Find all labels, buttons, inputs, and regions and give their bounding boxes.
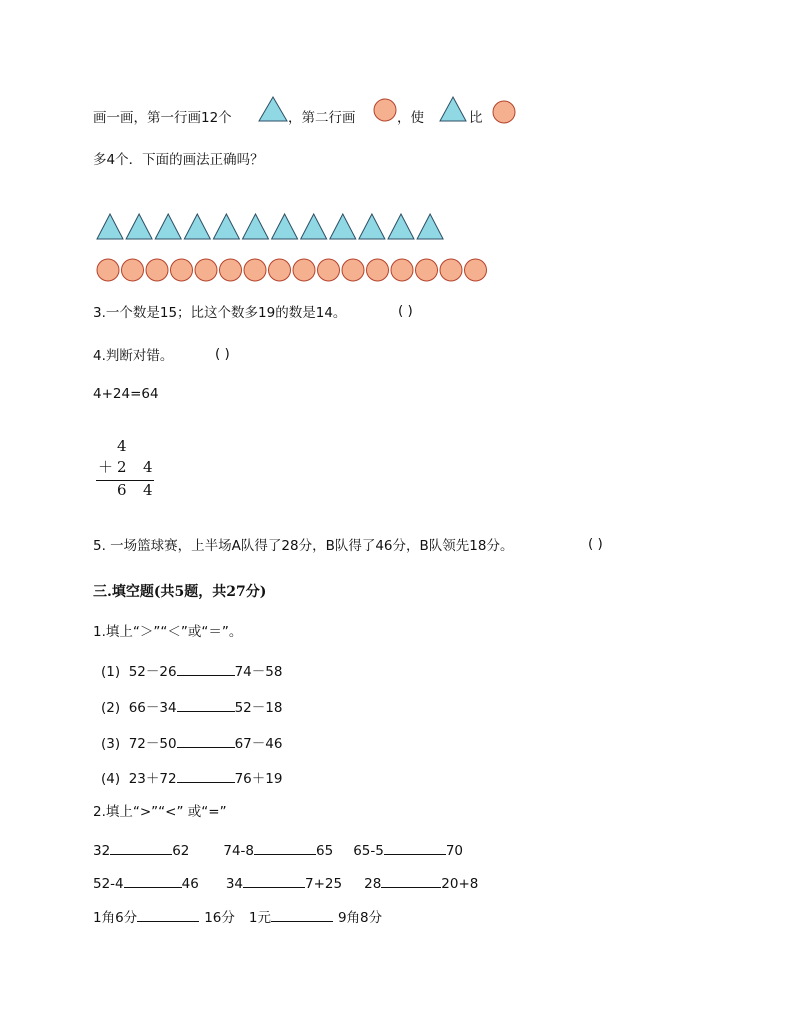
expr-right: 9角8分 [337,910,383,926]
expr-right: 7+25 [305,876,343,892]
item-right: 52－18 [234,700,283,716]
q4-answer-paren[interactable]: ( ) [215,346,230,362]
circle-row [97,256,497,284]
fill1-item-2 [101,699,282,716]
fill1-item-3 [101,735,282,752]
q2-line1-text-b: ，第二行画 [288,110,356,126]
answer-blank[interactable] [381,875,441,888]
expr-left: 65-5 [353,843,384,859]
item-left: 72－50 [128,736,177,752]
item-left: 23＋72 [128,771,177,787]
q5-text: 5. 一场篮球赛，上半场A队得了28分，B队得了46分，B队领先18分。 [93,538,514,554]
triangle-icon [243,214,269,239]
triangle-icon [258,96,288,122]
fill2-row-1 [93,842,463,859]
fill1-title: 1.填上“＞”“＜”或“＝”。 [93,624,243,640]
triangle-icon [417,214,443,239]
triangle-icon [97,214,123,239]
vertical-row2-tens: 2 [117,458,127,476]
circle-icon [244,259,266,281]
q2-line1-text-c: ，使 [397,110,424,126]
item-right: 76＋19 [234,771,283,787]
fill1-item-1 [101,663,282,680]
circle-icon [122,259,144,281]
circle-icon [465,259,487,281]
triangle-icon [272,214,298,239]
expr-left: 1元 [248,910,271,926]
circle-icon [97,259,119,281]
expr-left: 74-8 [223,843,255,859]
circle-icon [373,98,397,122]
expr-left: 1角6分 [93,910,138,926]
circle-icon [220,259,242,281]
item-number: (1) [101,664,121,680]
circle-icon [416,259,438,281]
expr-right: 20+8 [441,876,479,892]
answer-blank[interactable] [254,842,316,855]
expr-right: 62 [172,843,190,859]
item-number: (3) [101,736,121,752]
triangle-icon [439,96,467,122]
circle-icon [367,259,389,281]
triangle-icon [301,214,327,239]
circle-icon [269,259,291,281]
vertical-row3-ones: 4 [143,481,153,499]
expr-right: 70 [445,843,464,859]
answer-blank[interactable] [137,909,199,922]
answer-blank[interactable] [177,770,235,783]
item-left: 52－26 [128,664,177,680]
answer-blank[interactable] [177,663,235,676]
q4-equation: 4+24=64 [93,386,159,402]
fill2-title: 2.填上“>”“<” 或“=” [93,804,227,820]
triangle-icon [126,214,152,239]
expr-right: 46 [181,876,199,892]
q2-line1-text-d: 比 [469,110,483,126]
circle-icon [342,259,364,281]
triangle-icon [330,214,356,239]
fill2-row-3 [93,909,382,926]
section-title: 三.填空题(共5题，共27分) [93,584,267,600]
vertical-row3-tens: 6 [117,481,127,499]
q4-text: 4.判断对错。 [93,348,174,364]
item-number: (2) [101,700,121,716]
q2-line1-text-a: 画一画，第一行画12个 [93,110,232,126]
item-right: 67－46 [234,736,283,752]
item-right: 74－58 [234,664,283,680]
triangle-icon [388,214,414,239]
expr-left: 34 [225,876,244,892]
expr-right: 65 [316,843,334,859]
q3-text: 3.一个数是15；比这个数多19的数是14。 [93,305,347,321]
answer-blank[interactable] [124,875,182,888]
item-left: 66－34 [128,700,177,716]
vertical-row1-digit: 4 [117,437,127,455]
expr-left: 28 [364,876,382,892]
triangle-icon [359,214,385,239]
circle-icon [440,259,462,281]
vertical-row2-ones: 4 [143,458,153,476]
circle-icon [492,100,516,124]
answer-blank[interactable] [243,875,305,888]
answer-blank[interactable] [110,842,172,855]
answer-blank[interactable] [384,842,446,855]
fill1-item-4 [101,770,282,787]
circle-icon [391,259,413,281]
q2-line2: 多4个．下面的画法正确吗？ [93,152,264,168]
circle-icon [318,259,340,281]
expr-left: 32 [93,843,111,859]
answer-blank[interactable] [177,735,235,748]
circle-icon [195,259,217,281]
answer-blank[interactable] [177,699,235,712]
q5-answer-paren[interactable]: ( ) [588,536,603,552]
circle-icon [146,259,168,281]
triangle-icon [184,214,210,239]
triangle-icon [155,214,181,239]
answer-blank[interactable] [271,909,333,922]
triangle-row [95,212,455,242]
fill2-row-2 [93,875,478,892]
vertical-plus-sign: ＋ [98,458,114,476]
triangle-icon [213,214,239,239]
circle-icon [171,259,193,281]
expr-left: 52-4 [93,876,124,892]
item-number: (4) [101,771,121,787]
circle-icon [293,259,315,281]
expr-right: 16分 [204,910,235,926]
q3-answer-paren[interactable]: ( ) [398,303,413,319]
